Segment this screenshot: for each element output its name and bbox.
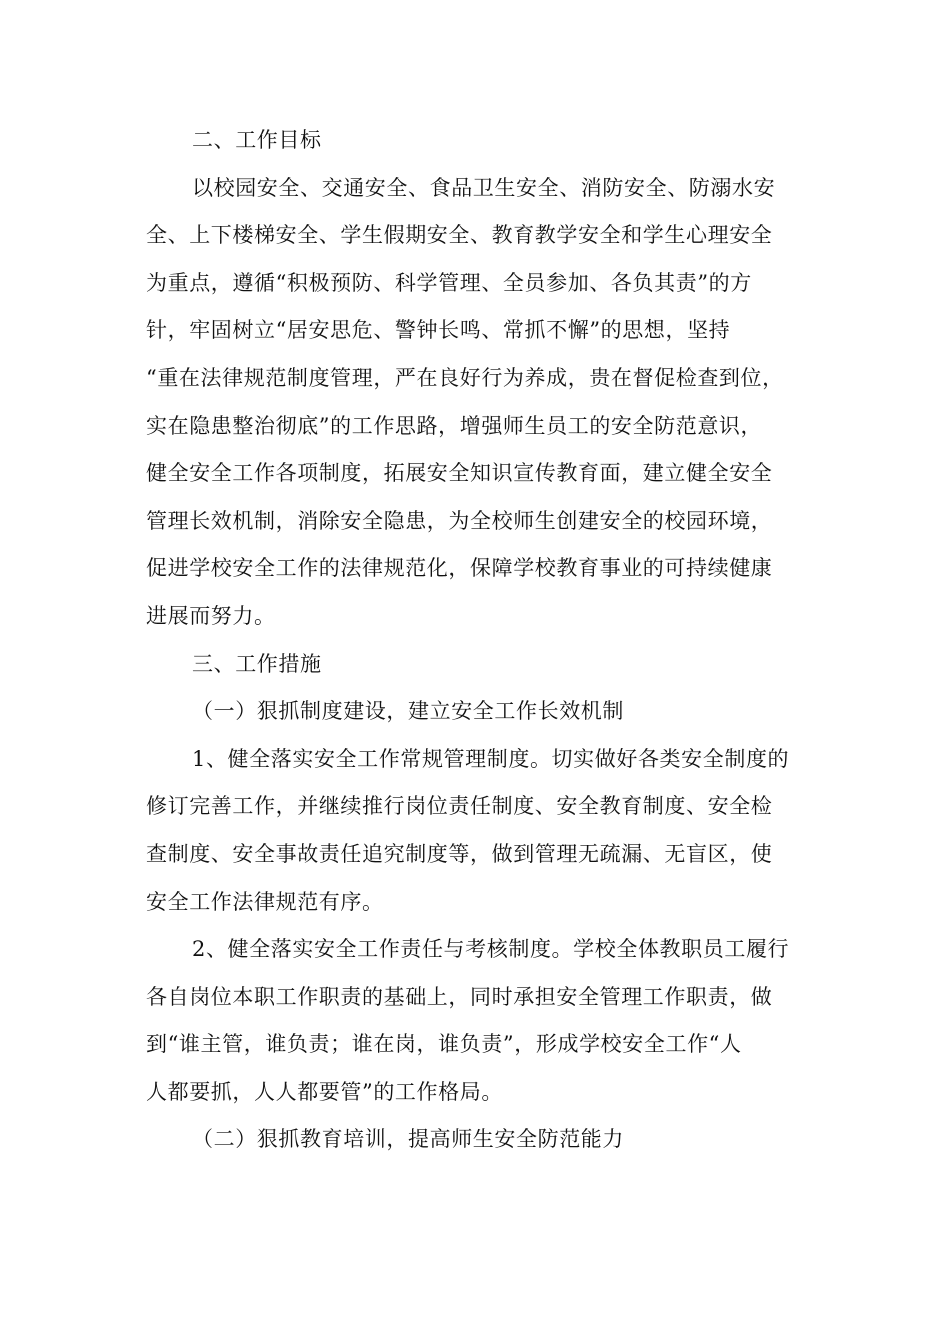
paragraph-line: 人都要抓，人人都要管”的工作格局。 (146, 1079, 503, 1104)
paragraph-measure-2 (146, 926, 816, 1116)
paragraph-line: 全、上下楼梯安全、学生假期安全、教育教学安全和学生心理安全 (146, 223, 773, 248)
paragraph-line: 安全工作法律规范有序。 (146, 889, 384, 914)
paragraph-line: “重在法律规范制度管理，严在良好行为养成，贵在督促检查到位， (146, 365, 784, 390)
paragraph-measure-1 (146, 736, 816, 926)
paragraph-line: 针，牢固树立“居安思危、警钟长鸣、常抓不懈”的思想，坚持 (146, 318, 731, 343)
paragraph-line: 2、健全落实安全工作责任与考核制度。学校全体教职员工履行 (192, 937, 790, 962)
paragraph-line: 到“谁主管，谁负责；谁在岗，谁负责”，形成学校安全工作“人 (146, 1032, 742, 1057)
paragraph-line: 实在隐患整治彻底”的工作思路，增强师生员工的安全防范意识， (146, 413, 763, 438)
paragraph-line: 各自岗位本职工作职责的基础上，同时承担安全管理工作职责，做 (146, 984, 773, 1009)
paragraph-line: 促进学校安全工作的法律规范化，保障学校教育事业的可持续健康 (146, 556, 773, 581)
paragraph-line: 健全安全工作各项制度，拓展安全知识宣传教育面，建立健全安全 (146, 461, 773, 486)
section-heading-measures: 三、工作措施 (192, 651, 322, 676)
paragraph-line: 以校园安全、交通安全、食品卫生安全、消防安全、防溺水安 (192, 175, 776, 200)
paragraph-line: 进展而努力。 (146, 603, 276, 628)
paragraph-line: 1、健全落实安全工作常规管理制度。切实做好各类安全制度的 (192, 746, 790, 771)
subsection-heading-1: （一）狠抓制度建设，建立安全工作长效机制 (192, 699, 624, 724)
section-heading-goals: 二、工作目标 (192, 128, 322, 152)
subsection-heading-2: （二）狠抓教育培训，提高师生安全防范能力 (192, 1127, 624, 1152)
paragraph-line: 管理长效机制，消除安全隐患，为全校师生创建安全的校园环境， (146, 508, 773, 533)
paragraph-line: 查制度、安全事故责任追究制度等，做到管理无疏漏、无盲区，使 (146, 841, 773, 866)
paragraph-line: 修订完善工作，并继续推行岗位责任制度、安全教育制度、安全检 (146, 794, 773, 819)
paragraph-line: 为重点，遵循“积极预防、科学管理、全员参加、各负其责”的方 (146, 270, 752, 295)
paragraph-goals (146, 165, 816, 641)
